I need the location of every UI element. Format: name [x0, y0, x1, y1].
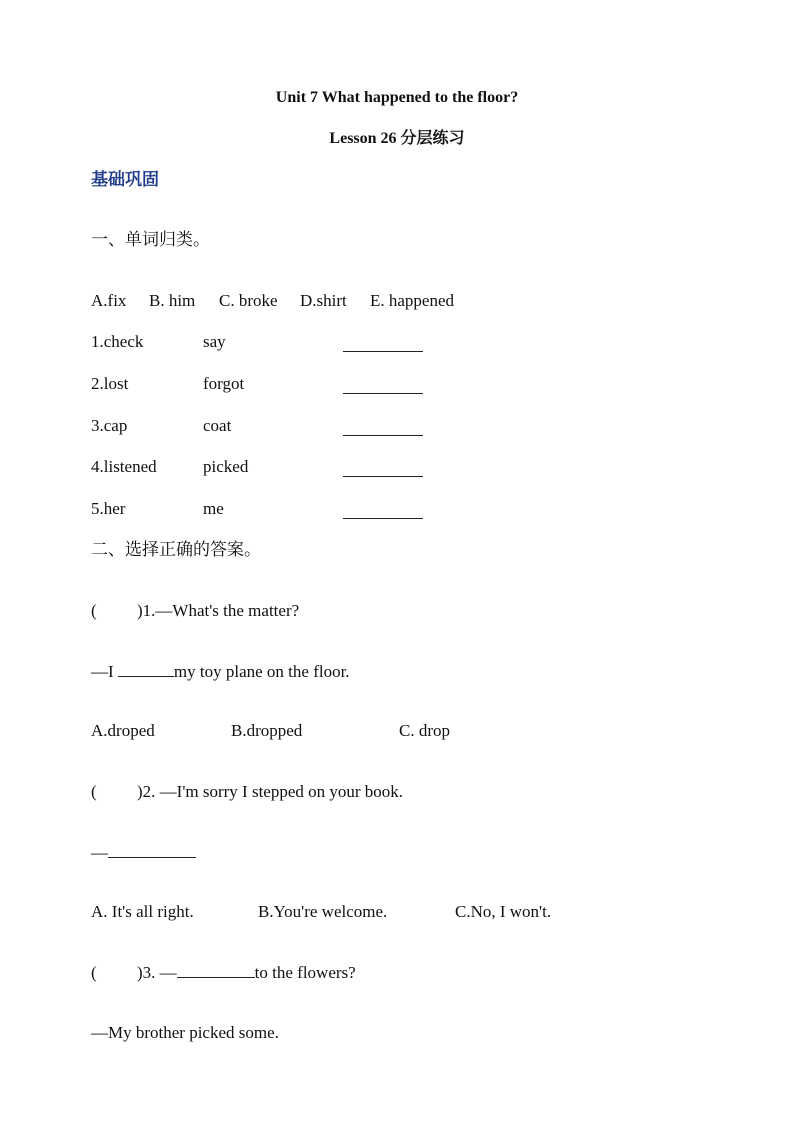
row3-answer-blank[interactable]: [343, 421, 423, 440]
q2-prompt: —I'm sorry I stepped on your book.: [155, 782, 404, 801]
row5-word2: me: [203, 499, 224, 518]
q1-option-b: B.dropped: [231, 721, 303, 740]
answer-paren-3[interactable]: (: [91, 963, 97, 982]
q2-option-b: B.You're welcome.: [258, 902, 388, 921]
row2-word1: 2.lost: [91, 374, 129, 393]
q2-reply: [91, 843, 196, 861]
part2-heading: 二、选择正确的答案。: [91, 540, 261, 559]
q1-prompt: —What's the matter?: [155, 601, 300, 620]
q1-option-a: A.droped: [91, 721, 155, 740]
option-d: D.shirt: [300, 291, 347, 310]
row2-word2: forgot: [203, 374, 245, 393]
row4-word2: picked: [203, 457, 249, 476]
q2-fill-blank[interactable]: [108, 843, 196, 858]
question-1: [91, 602, 299, 619]
q3-prompt-suffix: to the flowers?: [254, 963, 356, 982]
row1-answer-blank[interactable]: [343, 337, 423, 356]
q1-option-c: C. drop: [399, 721, 450, 740]
q3-prompt-prefix: —: [155, 963, 177, 982]
option-e: E. happened: [370, 291, 455, 310]
q1-reply-suffix: my toy plane on the floor.: [173, 662, 350, 681]
answer-paren-2[interactable]: (: [91, 782, 97, 801]
q3-reply: —My brother picked some.: [91, 1023, 279, 1042]
option-c: C. broke: [219, 291, 278, 310]
row1-word1: 1.check: [91, 332, 144, 351]
q2-option-a: A. It's all right.: [91, 902, 194, 921]
row2-answer-blank[interactable]: [343, 379, 423, 398]
question-2: [91, 783, 403, 800]
q1-reply: [91, 662, 350, 680]
part1-heading: 一、单词归类。: [91, 230, 210, 249]
option-b: B. him: [149, 291, 196, 310]
lesson-subtitle: Lesson 26 分层练习: [329, 130, 465, 147]
q3-number: )3.: [137, 963, 156, 982]
q2-option-c: C.No, I won't.: [455, 902, 552, 921]
q1-number: )1.: [137, 601, 156, 620]
row4-answer-blank[interactable]: [343, 462, 423, 481]
q2-reply-prefix: —: [91, 843, 108, 862]
row4-word1: 4.listened: [91, 457, 157, 476]
row5-answer-blank[interactable]: [343, 504, 423, 523]
answer-paren-1[interactable]: (: [91, 601, 97, 620]
worksheet-title: Unit 7 What happened to the floor?: [275, 89, 519, 106]
row3-word1: 3.cap: [91, 416, 128, 435]
row1-word2: say: [203, 332, 226, 351]
section-label: 基础巩固: [91, 170, 159, 189]
option-a: A.fix: [91, 291, 127, 310]
q2-number: )2.: [137, 782, 156, 801]
q3-fill-blank[interactable]: [177, 963, 255, 978]
q1-fill-blank[interactable]: [118, 662, 174, 677]
row5-word1: 5.her: [91, 499, 126, 518]
q1-reply-prefix: —I: [91, 662, 118, 681]
question-3: [91, 963, 356, 981]
row3-word2: coat: [203, 416, 232, 435]
